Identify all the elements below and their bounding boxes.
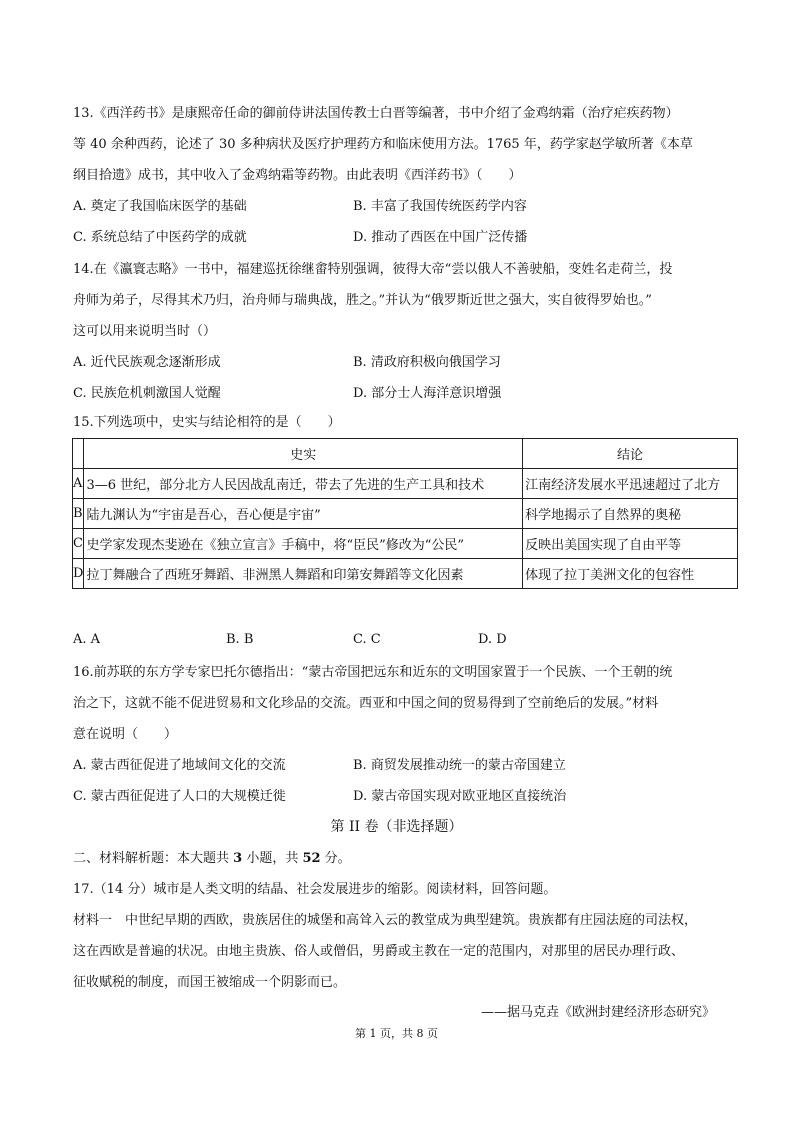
question-16-options	[73, 750, 728, 812]
row-label: B	[73, 499, 84, 529]
option-b[interactable]: B. 商贸发展推动统一的蒙古帝国建立	[353, 758, 566, 773]
row-conclusion: 体现了拉丁美洲文化的包容性	[523, 559, 738, 589]
page-footer: 第 1 页，共 8 页	[355, 1027, 438, 1040]
option-d[interactable]: D. 蒙古帝国实现对欧亚地区直接统治	[353, 789, 567, 804]
section-intro	[73, 843, 728, 874]
question-16-line-3: 意在说明（ ）	[73, 727, 178, 742]
material-source: ——据马克垚《欧洲封建经济形态研究》	[480, 1005, 715, 1020]
row-fact: 3—6 世纪，部分北方人民因战乱南迁，带去了先进的生产工具和技术	[84, 469, 523, 499]
option-d[interactable]: D. D	[478, 632, 507, 647]
table-row	[73, 469, 738, 499]
question-13	[73, 98, 728, 191]
table-row	[73, 499, 738, 529]
row-conclusion: 江南经济发展水平迅速超过了北方	[523, 469, 738, 499]
question-15-options	[73, 628, 673, 652]
option-c[interactable]: C. 蒙古西征促进了人口的大规模迁徙	[73, 789, 286, 804]
table-header-row	[73, 439, 738, 469]
row-conclusion: 科学地揭示了自然界的奥秘	[523, 499, 738, 529]
option-d[interactable]: D. 推动了西医在中国广泛传播	[353, 230, 528, 245]
question-16-line-2: 治之下，这就不能不促进贸易和文化珍品的交流。西亚和中国之间的贸易得到了空前绝后的发展。”材料	[73, 696, 659, 711]
question-15	[73, 407, 728, 438]
question-14-line-2: 舟师为弟子，尽得其术乃归，治舟师与瑞典战，胜之。”并认为“俄罗斯近世之强大，实自彼得罗始也。”	[73, 293, 652, 308]
table-header-label	[73, 439, 84, 469]
material-line-3: 征收赋税的制度，而国王被缩成一个阴影而已。	[73, 975, 347, 990]
question-14	[73, 254, 728, 347]
section-title: 第 II 卷（非选择题）	[330, 819, 463, 835]
question-17	[73, 874, 728, 998]
option-a[interactable]: A. 蒙古西征促进了地域间文化的交流	[73, 758, 286, 773]
option-a[interactable]: A. A	[73, 632, 101, 647]
section-intro-suffix: 分。	[320, 851, 351, 866]
total-score: 52	[302, 851, 321, 866]
question-14-options	[73, 347, 728, 409]
comparison-table	[72, 438, 738, 589]
question-13-options	[73, 191, 728, 253]
option-a[interactable]: A. 奠定了我国临床医学的基础	[73, 199, 247, 214]
table-row	[73, 529, 738, 559]
option-c[interactable]: C. 民族危机刺激国人觉醒	[73, 386, 221, 401]
question-16-line-1: 16.前苏联的东方学专家巴托尔德指出：“蒙古帝国把远东和近东的文明国家置于一个民族、一个王朝的统	[73, 665, 673, 680]
question-13-line-1: 13.《西洋药书》是康熙帝任命的御前侍讲法国传教士白晋等编著，书中介绍了金鸡纳霜（治疗疟疾药物）	[73, 106, 679, 121]
row-label: A	[73, 469, 84, 499]
option-c[interactable]: C. C	[353, 632, 381, 647]
option-d[interactable]: D. 部分士人海洋意识增强	[353, 386, 502, 401]
question-13-line-3: 纲目拾遗》成书，其中收入了金鸡纳霜等药物。由此表明《西洋药书》（ ）	[73, 168, 522, 183]
question-13-line-2: 等 40 余种西药，论述了 30 多种病状及医疗护理药方和临床使用方法。1765 年，药学家赵学敏所著《本草	[73, 137, 693, 152]
option-b[interactable]: B. B	[226, 632, 254, 647]
question-15-stem: 15.下列选项中，史实与结论相符的是（ ）	[73, 415, 341, 430]
question-14-line-1: 14.在《瀛寰志略》一书中，福建巡抚徐继畬特别强调，彼得大帝“尝以俄人不善驶船，变姓名走荷兰，投	[73, 262, 673, 277]
section-intro-mid: 小题，共	[242, 851, 303, 866]
row-conclusion: 反映出美国实现了自由平等	[523, 529, 738, 559]
option-c[interactable]: C. 系统总结了中医药学的成就	[73, 230, 247, 245]
row-fact: 拉丁舞融合了西班牙舞蹈、非洲黑人舞蹈和印第安舞蹈等文化因素	[84, 559, 523, 589]
option-b[interactable]: B. 清政府积极向俄国学习	[353, 355, 501, 370]
question-16	[73, 657, 728, 750]
material-line-1: 材料一 中世纪早期的西欧，贵族居住的城堡和高耸入云的教堂成为典型建筑。贵族都有庄园法庭的司法权，	[73, 913, 698, 928]
question-14-line-3: 这可以用来说明当时（）	[73, 324, 217, 339]
row-label: C	[73, 529, 84, 559]
material-line-2: 这在西欧是普遍的状况。由地主贵族、俗人或僧侣，男爵或主教在一定的范围内，对那里的居民办理行政、	[73, 944, 685, 959]
row-fact: 史学家发现杰斐逊在《独立宣言》手稿中，将“臣民”修改为“公民”	[84, 529, 523, 559]
question-17-stem: 17.（14 分）城市是人类文明的结晶、社会发展进步的缩影。阅读材料，回答问题。	[73, 882, 557, 897]
table-header-conclusion: 结论	[523, 439, 738, 469]
table-header-fact: 史实	[84, 439, 523, 469]
option-b[interactable]: B. 丰富了我国传统医药学内容	[353, 199, 527, 214]
row-label: D	[73, 559, 84, 589]
row-fact: 陆九渊认为“宇宙是吾心，吾心便是宇宙”	[84, 499, 523, 529]
table-row	[73, 559, 738, 589]
question-count: 3	[233, 851, 243, 866]
section-intro-prefix: 二、材料解析题：本大题共	[73, 851, 234, 866]
option-a[interactable]: A. 近代民族观念逐渐形成	[73, 355, 221, 370]
